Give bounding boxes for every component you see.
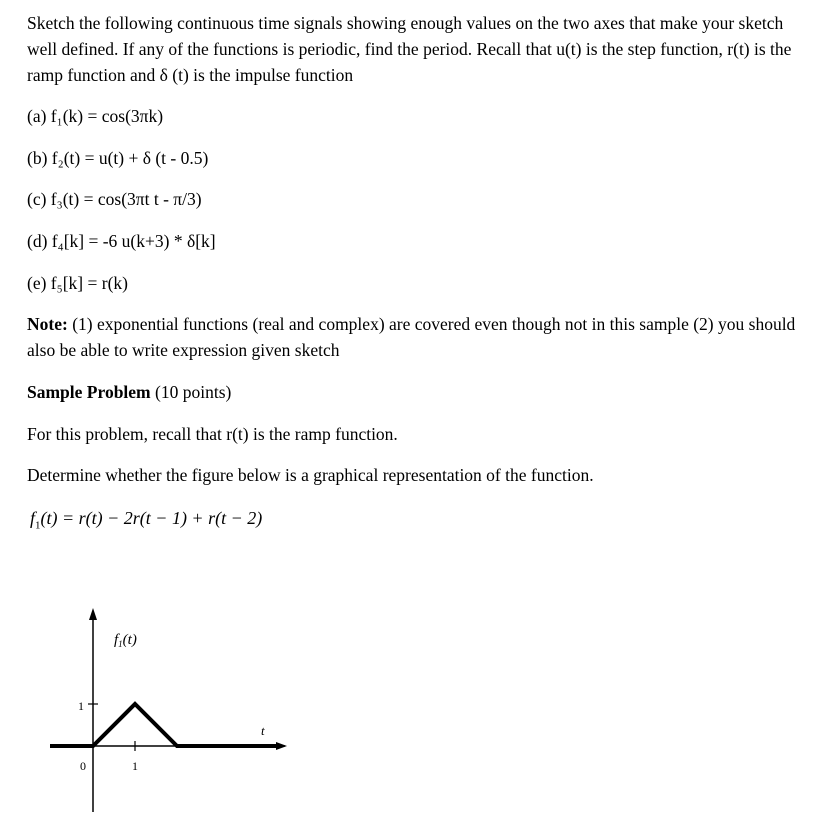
y-axis-label: $f_1(t)$ [114, 632, 137, 649]
note-text: (1) exponential functions (real and complex) are covered even though not in this sample (2) you should also be able to write expression given sketch [27, 314, 796, 360]
item-a: (a) f₁(k) = cos(3πk) [27, 106, 164, 126]
formula-f: f [30, 508, 36, 528]
formula-sub: 1 [35, 519, 41, 532]
note-paragraph [27, 311, 807, 363]
y-tick-label: 1 [78, 699, 84, 713]
signal-plot [40, 600, 310, 830]
y-axis-arrow [89, 608, 97, 620]
signal-figure [40, 600, 310, 830]
sample-points: (10 points) [150, 382, 232, 402]
function-formula [30, 508, 262, 532]
determine-paragraph: Determine whether the figure below is a graphical representation of the function. [27, 465, 594, 485]
item-b: (b) f₂(t) = u(t) + δ (t - 0.5) [27, 148, 209, 168]
origin-label: 0 [80, 759, 86, 773]
recall-paragraph: For this problem, recall that r(t) is the ramp function. [27, 424, 398, 444]
signal-curve [50, 704, 280, 746]
x-axis-label: t [261, 723, 265, 738]
item-c: (c) f₃(t) = cos(3πt t - π/3) [27, 189, 202, 209]
item-e: (e) f₅[k] = r(k) [27, 273, 128, 293]
formula-rest: (t) = r(t) − 2r(t − 1) + r(t − 2) [40, 508, 263, 528]
sample-problem-heading [27, 379, 807, 405]
item-d: (d) f₄[k] = -6 u(k+3) * δ[k] [27, 231, 216, 251]
note-label: Note: [27, 314, 68, 334]
intro-paragraph: Sketch the following continuous time signals showing enough values on the two axes that make your sketch well defined. If any of the functions is periodic, find the period. Recall that u(t) is the step function, r(t) is the ramp function and δ (t) is the impulse function [27, 13, 792, 85]
sample-label: Sample Problem [27, 382, 151, 402]
x-tick-label: 1 [132, 759, 138, 773]
